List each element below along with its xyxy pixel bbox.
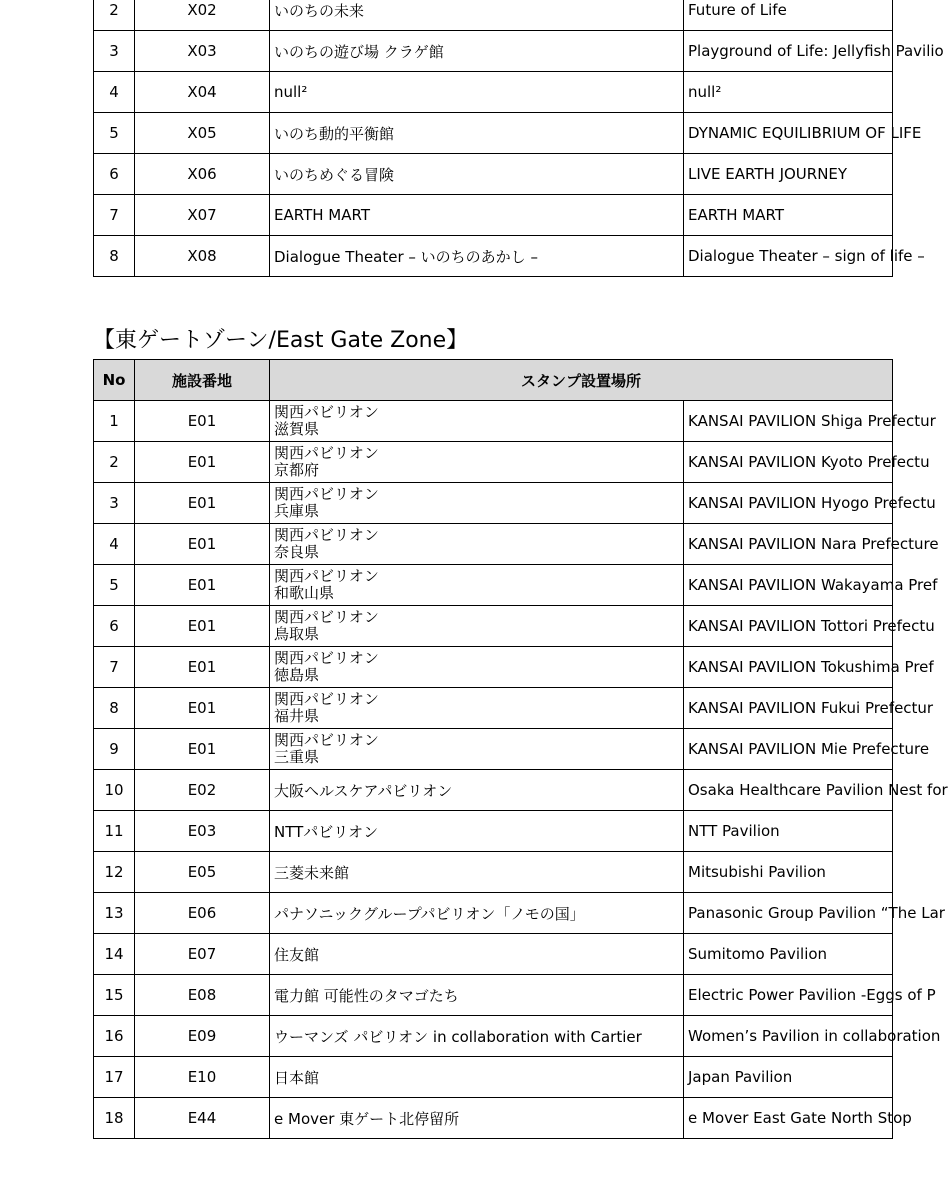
east-gate-zone-table-body <box>94 401 948 1139</box>
stamp-location-jp: 大阪ヘルスケアパビリオン <box>270 770 684 811</box>
row-number: 16 <box>94 1016 135 1057</box>
stamp-location-en: Playground of Life: Jellyfish Pavilio <box>684 31 893 72</box>
stamp-location-jp-line2: 京都府 <box>274 461 320 479</box>
row-number: 14 <box>94 934 135 975</box>
stamp-location-jp <box>270 729 684 770</box>
stamp-location-en: null² <box>684 72 893 113</box>
row-number: 2 <box>94 0 135 31</box>
stamp-location-jp: いのちの遊び場 クラゲ館 <box>270 31 684 72</box>
table-header-row <box>94 360 893 401</box>
stamp-location-jp: 電力館 可能性のタマゴたち <box>270 975 684 1016</box>
facility-id: E02 <box>135 770 270 811</box>
stamp-location-jp: 三菱未来館 <box>270 852 684 893</box>
stamp-location-jp <box>270 524 684 565</box>
stamp-location-jp: NTTパビリオン <box>270 811 684 852</box>
row-number: 12 <box>94 852 135 893</box>
table-row <box>94 1057 893 1098</box>
row-number: 2 <box>94 442 135 483</box>
facility-id: E03 <box>135 811 270 852</box>
stamp-location-en: Japan Pavilion <box>684 1057 893 1098</box>
stamp-location-jp-line1: 関西パビリオン <box>274 690 379 708</box>
facility-id: E01 <box>135 647 270 688</box>
stamp-location-en: Dialogue Theater – sign of life – <box>684 236 893 277</box>
stamp-location-jp-line2: 徳島県 <box>274 666 320 684</box>
stamp-location-en: KANSAI PAVILION Tottori Prefectu <box>684 606 893 647</box>
facility-id: E01 <box>135 688 270 729</box>
east-gate-zone-title: 【東ゲートゾーン/East Gate Zone】 <box>93 328 469 353</box>
facility-id: E01 <box>135 606 270 647</box>
facility-id: E09 <box>135 1016 270 1057</box>
stamp-location-en: Women’s Pavilion in collaboration <box>684 1016 893 1057</box>
top-zone-table-body <box>94 0 944 277</box>
facility-id: X02 <box>135 0 270 31</box>
row-number: 6 <box>94 606 135 647</box>
facility-id: X06 <box>135 154 270 195</box>
stamp-location-jp-line2: 鳥取県 <box>274 625 320 643</box>
stamp-location-jp-line2: 三重県 <box>274 748 320 766</box>
header-no: No <box>94 360 135 401</box>
facility-id: E01 <box>135 483 270 524</box>
table-row <box>94 195 893 236</box>
stamp-location-jp <box>270 565 684 606</box>
stamp-location-en: Mitsubishi Pavilion <box>684 852 893 893</box>
table-row <box>94 934 893 975</box>
stamp-location-jp-line1: 関西パビリオン <box>274 403 379 421</box>
row-number: 8 <box>94 236 135 277</box>
row-number: 7 <box>94 195 135 236</box>
table-row <box>94 893 893 934</box>
table-row <box>94 236 893 277</box>
row-number: 17 <box>94 1057 135 1098</box>
east-gate-zone-table <box>93 359 948 1139</box>
table-row <box>94 401 893 442</box>
table-row <box>94 483 893 524</box>
table-row <box>94 113 893 154</box>
stamp-location-jp-line1: 関西パビリオン <box>274 526 379 544</box>
row-number: 5 <box>94 565 135 606</box>
table-row <box>94 524 893 565</box>
stamp-location-en: e Mover East Gate North Stop <box>684 1098 893 1139</box>
stamp-location-jp-line1: 関西パビリオン <box>274 731 379 749</box>
stamp-location-en: Sumitomo Pavilion <box>684 934 893 975</box>
facility-id: E06 <box>135 893 270 934</box>
stamp-location-en: KANSAI PAVILION Nara Prefecture <box>684 524 893 565</box>
facility-id: E07 <box>135 934 270 975</box>
top-zone-table <box>93 0 944 277</box>
stamp-location-en: Panasonic Group Pavilion “The Lar <box>684 893 893 934</box>
table-row <box>94 811 893 852</box>
stamp-location-jp: Dialogue Theater – いのちのあかし – <box>270 236 684 277</box>
facility-id: E01 <box>135 524 270 565</box>
row-number: 13 <box>94 893 135 934</box>
stamp-location-jp: e Mover 東ゲート北停留所 <box>270 1098 684 1139</box>
stamp-location-en: KANSAI PAVILION Wakayama Pref <box>684 565 893 606</box>
facility-id: E01 <box>135 565 270 606</box>
row-number: 9 <box>94 729 135 770</box>
stamp-location-jp <box>270 401 684 442</box>
stamp-location-jp-line1: 関西パビリオン <box>274 649 379 667</box>
stamp-location-en: Electric Power Pavilion -Eggs of P <box>684 975 893 1016</box>
stamp-location-en: LIVE EARTH JOURNEY <box>684 154 893 195</box>
facility-id: E10 <box>135 1057 270 1098</box>
stamp-location-jp: いのちの未来 <box>270 0 684 31</box>
stamp-location-jp <box>270 606 684 647</box>
row-number: 5 <box>94 113 135 154</box>
row-number: 8 <box>94 688 135 729</box>
table-row <box>94 647 893 688</box>
row-number: 3 <box>94 31 135 72</box>
stamp-location-jp: パナソニックグループパビリオン「ノモの国」 <box>270 893 684 934</box>
row-number: 4 <box>94 524 135 565</box>
stamp-location-jp-line2: 奈良県 <box>274 543 320 561</box>
stamp-location-jp: null² <box>270 72 684 113</box>
table-row <box>94 688 893 729</box>
facility-id: E01 <box>135 401 270 442</box>
stamp-location-jp <box>270 647 684 688</box>
stamp-location-en: KANSAI PAVILION Hyogo Prefectu <box>684 483 893 524</box>
stamp-location-en: DYNAMIC EQUILIBRIUM OF LIFE <box>684 113 893 154</box>
facility-id: X05 <box>135 113 270 154</box>
stamp-location-en: KANSAI PAVILION Fukui Prefectur <box>684 688 893 729</box>
table-row <box>94 975 893 1016</box>
stamp-location-jp <box>270 442 684 483</box>
stamp-location-jp: EARTH MART <box>270 195 684 236</box>
facility-id: X04 <box>135 72 270 113</box>
row-number: 15 <box>94 975 135 1016</box>
stamp-location-jp: いのち動的平衡館 <box>270 113 684 154</box>
stamp-location-jp <box>270 483 684 524</box>
stamp-location-en: Osaka Healthcare Pavilion Nest for <box>684 770 893 811</box>
row-number: 1 <box>94 401 135 442</box>
stamp-location-jp-line2: 和歌山県 <box>274 584 335 602</box>
table-row <box>94 154 893 195</box>
table-row <box>94 729 893 770</box>
facility-id: X08 <box>135 236 270 277</box>
stamp-location-jp-line1: 関西パビリオン <box>274 485 379 503</box>
table-row <box>94 31 893 72</box>
row-number: 11 <box>94 811 135 852</box>
header-stamp-location: スタンプ設置場所 <box>270 360 893 401</box>
facility-id: E01 <box>135 729 270 770</box>
stamp-location-jp-line2: 福井県 <box>274 707 320 725</box>
table-row <box>94 72 893 113</box>
stamp-location-jp-line2: 滋賀県 <box>274 420 320 438</box>
row-number: 7 <box>94 647 135 688</box>
stamp-location-jp: 日本館 <box>270 1057 684 1098</box>
stamp-location-en: KANSAI PAVILION Shiga Prefectur <box>684 401 893 442</box>
stamp-location-jp <box>270 688 684 729</box>
stamp-location-jp: いのちめぐる冒険 <box>270 154 684 195</box>
stamp-location-jp-line1: 関西パビリオン <box>274 608 379 626</box>
table-row <box>94 606 893 647</box>
stamp-location-jp: 住友館 <box>270 934 684 975</box>
row-number: 3 <box>94 483 135 524</box>
table-row <box>94 852 893 893</box>
row-number: 6 <box>94 154 135 195</box>
stamp-location-en: Future of Life <box>684 0 893 31</box>
table-row <box>94 442 893 483</box>
table-row <box>94 1016 893 1057</box>
stamp-location-jp: ウーマンズ パビリオン in collaboration with Cartier <box>270 1016 684 1057</box>
facility-id: X03 <box>135 31 270 72</box>
stamp-location-en: KANSAI PAVILION Tokushima Pref <box>684 647 893 688</box>
row-number: 4 <box>94 72 135 113</box>
facility-id: E01 <box>135 442 270 483</box>
row-number: 10 <box>94 770 135 811</box>
table-row <box>94 1098 893 1139</box>
facility-id: X07 <box>135 195 270 236</box>
facility-id: E44 <box>135 1098 270 1139</box>
row-number: 18 <box>94 1098 135 1139</box>
table-row <box>94 565 893 606</box>
stamp-location-en: NTT Pavilion <box>684 811 893 852</box>
table-row <box>94 770 893 811</box>
facility-id: E05 <box>135 852 270 893</box>
stamp-location-jp-line2: 兵庫県 <box>274 502 320 520</box>
stamp-location-jp-line1: 関西パビリオン <box>274 444 379 462</box>
facility-id: E08 <box>135 975 270 1016</box>
stamp-location-en: KANSAI PAVILION Mie Prefecture <box>684 729 893 770</box>
stamp-location-en: EARTH MART <box>684 195 893 236</box>
stamp-location-en: KANSAI PAVILION Kyoto Prefectu <box>684 442 893 483</box>
stamp-location-jp-line1: 関西パビリオン <box>274 567 379 585</box>
header-facility-id: 施設番地 <box>135 360 270 401</box>
table-row <box>94 0 893 31</box>
